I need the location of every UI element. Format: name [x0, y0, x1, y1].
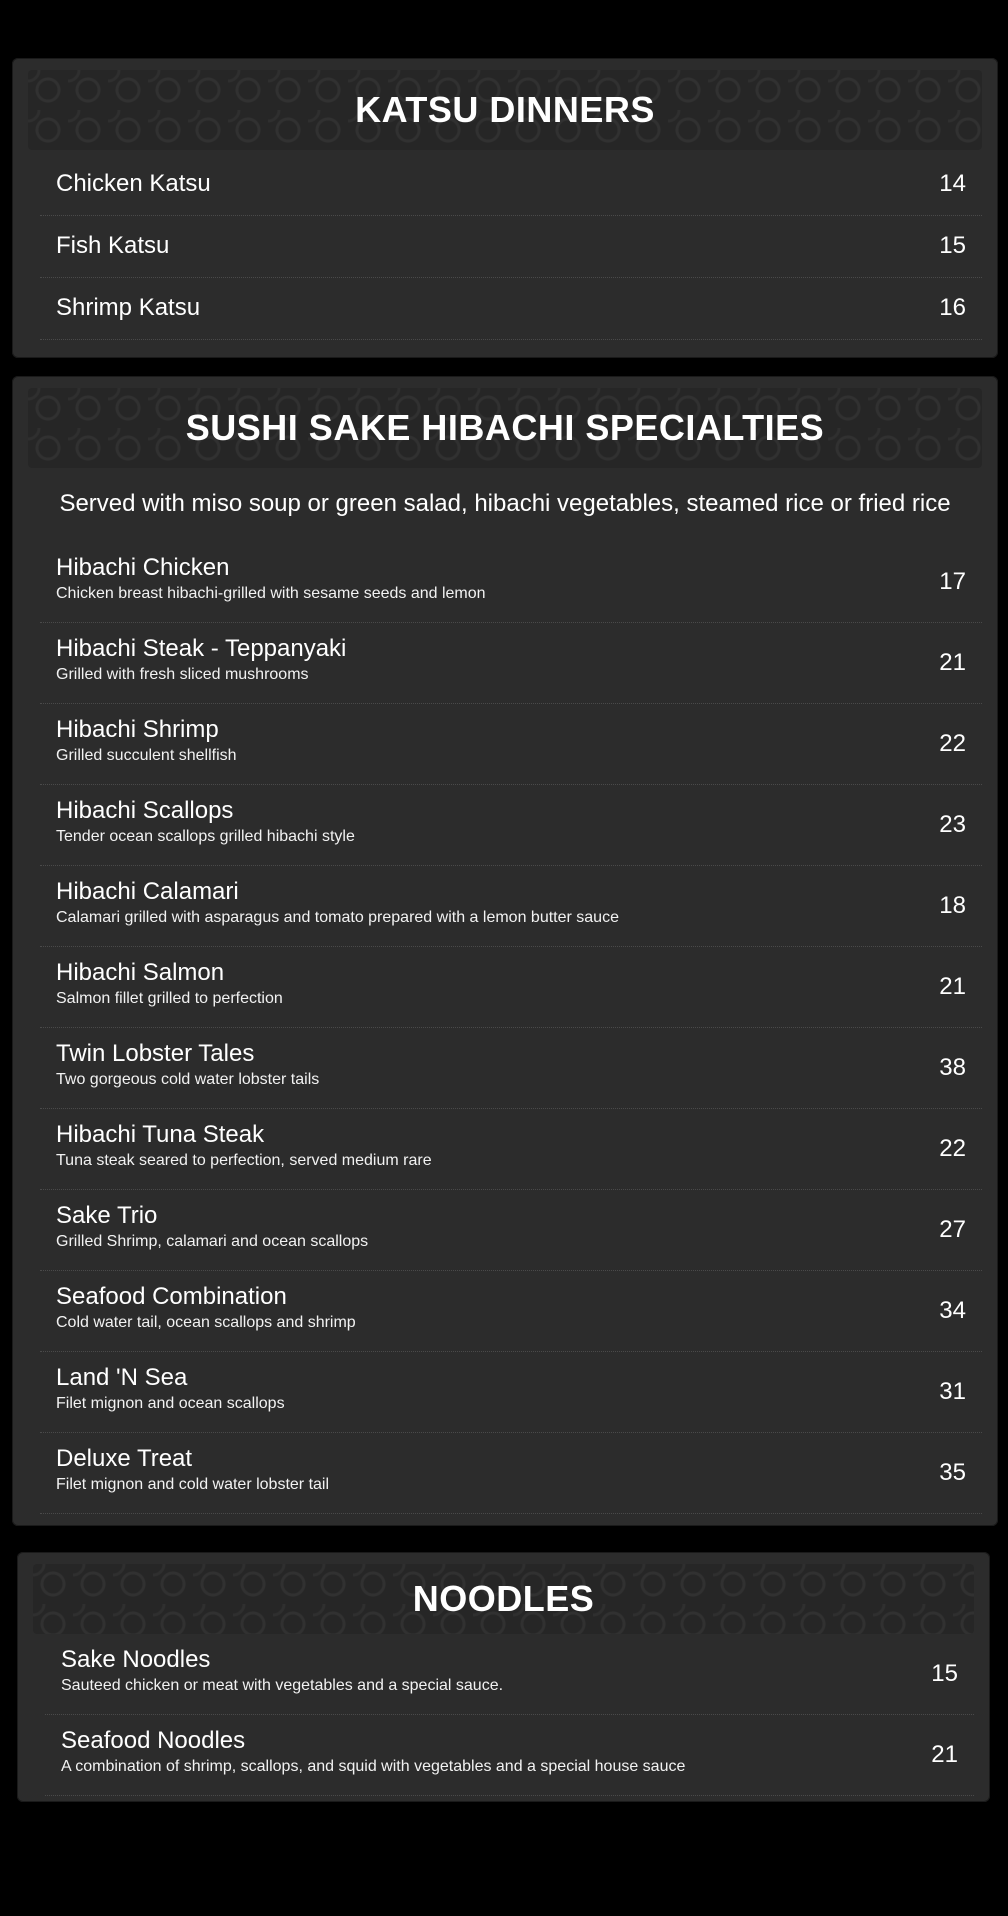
menu-item [40, 154, 982, 216]
menu-item [40, 1028, 982, 1109]
item-name: Seafood Combination [56, 1283, 287, 1310]
item-description: Two gorgeous cold water lobster tails [56, 1071, 320, 1088]
item-price: 21 [939, 973, 966, 1000]
item-price: 22 [939, 730, 966, 757]
menu-item [40, 1271, 982, 1352]
item-price: 34 [939, 1297, 966, 1324]
section-subtitle: Served with miso soup or green salad, hibachi vegetables, steamed rice or fried rice [59, 490, 951, 517]
menu-item [45, 1715, 974, 1796]
item-price: 31 [939, 1378, 966, 1405]
item-description: Grilled succulent shellfish [56, 747, 237, 764]
item-description: Tuna steak seared to perfection, served medium rare [56, 1152, 432, 1169]
item-name: Shrimp Katsu [56, 294, 201, 321]
item-price: 35 [939, 1459, 966, 1486]
item-price: 18 [939, 892, 966, 919]
noodles-section [17, 1552, 990, 1802]
item-name: Hibachi Calamari [56, 878, 239, 905]
item-price: 14 [939, 170, 966, 197]
item-description: Cold water tail, ocean scallops and shrimp [56, 1314, 356, 1331]
menu-item [40, 278, 982, 340]
item-name: Sake Trio [56, 1202, 158, 1229]
hibachi-header [28, 388, 982, 468]
menu-item [40, 216, 982, 278]
section-title: NOODLES [412, 1578, 595, 1619]
menu-item [40, 866, 982, 947]
item-name: Fish Katsu [56, 232, 170, 259]
menu-item [40, 1109, 982, 1190]
menu-item [40, 1190, 982, 1271]
item-price: 17 [939, 568, 966, 595]
menu-item [40, 1433, 982, 1514]
item-name: Hibachi Scallops [56, 797, 234, 824]
item-name: Deluxe Treat [56, 1445, 193, 1472]
item-name: Hibachi Tuna Steak [56, 1121, 265, 1148]
item-name: Hibachi Steak - Teppanyaki [56, 635, 347, 662]
menu-item [40, 785, 982, 866]
item-name: Hibachi Chicken [56, 554, 230, 581]
menu-item [40, 623, 982, 704]
item-price: 38 [939, 1054, 966, 1081]
item-price: 15 [939, 232, 966, 259]
noodles-header [33, 1564, 974, 1634]
menu-item [40, 947, 982, 1028]
hibachi-item-list [40, 542, 982, 1514]
item-description: Sauteed chicken or meat with vegetables and a special sauce. [61, 1677, 504, 1694]
item-name: Hibachi Salmon [56, 959, 225, 986]
item-price: 15 [931, 1660, 958, 1687]
item-description: Grilled Shrimp, calamari and ocean scallops [56, 1233, 369, 1250]
item-name: Land 'N Sea [56, 1364, 188, 1391]
katsu-header [28, 70, 982, 150]
hibachi-specialties-section [12, 376, 998, 1526]
menu-item [40, 704, 982, 785]
item-price: 27 [939, 1216, 966, 1243]
item-description: Grilled with fresh sliced mushrooms [56, 666, 309, 683]
section-title: SUSHI SAKE HIBACHI SPECIALTIES [185, 407, 825, 448]
item-description: Tender ocean scallops grilled hibachi style [56, 828, 355, 845]
item-name: Hibachi Shrimp [56, 716, 219, 743]
item-price: 21 [939, 649, 966, 676]
item-description: Filet mignon and ocean scallops [56, 1395, 285, 1412]
item-name: Sake Noodles [61, 1646, 211, 1673]
item-description: A combination of shrimp, scallops, and squid with vegetables and a special house sauce [61, 1758, 686, 1775]
item-name: Seafood Noodles [61, 1727, 246, 1754]
item-price: 23 [939, 811, 966, 838]
item-description: Salmon fillet grilled to perfection [56, 990, 283, 1007]
item-description: Filet mignon and cold water lobster tail [56, 1476, 330, 1493]
menu-item [45, 1634, 974, 1715]
item-price: 22 [939, 1135, 966, 1162]
menu-item [40, 1352, 982, 1433]
section-title: KATSU DINNERS [355, 89, 655, 130]
item-price: 16 [939, 294, 966, 321]
item-name: Twin Lobster Tales [56, 1040, 255, 1067]
item-description: Chicken breast hibachi-grilled with sesame seeds and lemon [56, 585, 486, 602]
katsu-item-list [40, 154, 982, 340]
item-description: Calamari grilled with asparagus and tomato prepared with a lemon butter sauce [56, 909, 619, 926]
menu-item [40, 542, 982, 623]
item-price: 21 [931, 1741, 958, 1768]
noodles-item-list [45, 1634, 974, 1796]
katsu-dinners-section [12, 58, 998, 358]
item-name: Chicken Katsu [56, 170, 211, 197]
